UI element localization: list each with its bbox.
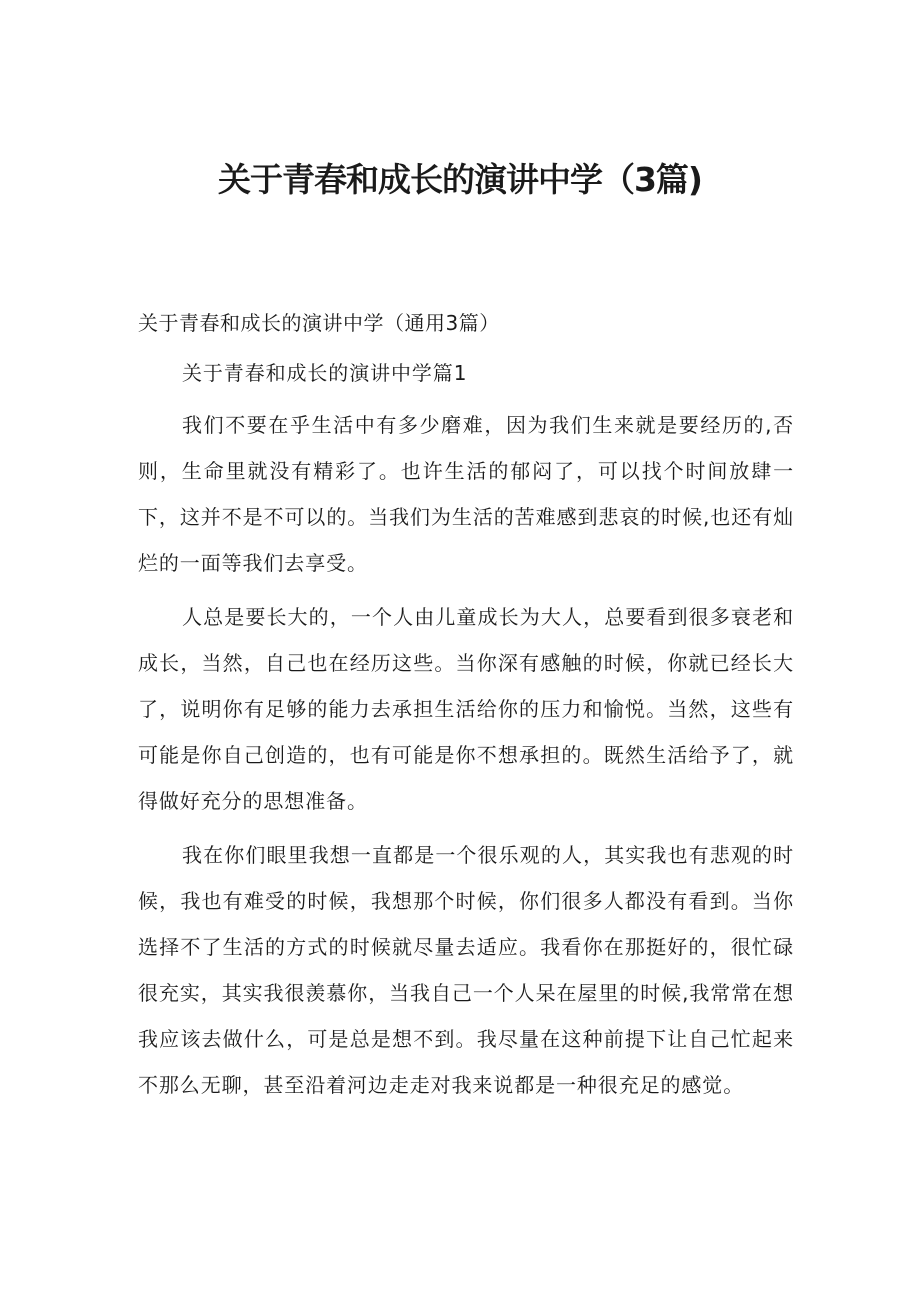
document-subtitle: 关于青春和成长的演讲中学（通用3篇） [138, 311, 500, 335]
section-heading: 关于青春和成长的演讲中学篇1 [182, 361, 468, 385]
paragraph-3: 我在你们眼里我想一直都是一个很乐观的人，其实我也有悲观的时候，我也有难受的时候，我想那个时候，你们很多人都没有看到。当你选择不了生活的方式的时候就尽量去适应。我看你在那挺好的，很忙碌很充实，其实我很羡慕你，当我自己一个人呆在屋里的时候,我常常在想我应该去做什么，可是总是想不到。我尽量在这种前提下让自己忙起来不那么无聊，甚至沿着河边走走对我来说都是一种很充足的感觉。 [138, 843, 794, 1097]
page-title: 关于青春和成长的演讲中学（3篇) [217, 160, 703, 199]
document-body [138, 300, 794, 1116]
paragraph-1: 我们不要在乎生活中有多少磨难，因为我们生来就是要经历的,否则，生命里就没有精彩了。也许生活的郁闷了，可以找个时间放肆一下，这并不是不可以的。当我们为生活的苦难感到悲哀的时候,也还有灿烂的一面等我们去享受。 [138, 413, 794, 575]
paragraph-2: 人总是要长大的，一个人由儿童成长为大人，总要看到很多衰老和成长，当然，自己也在经历这些。当你深有感触的时候，你就已经长大了，说明你有足够的能力去承担生活给你的压力和愉悦。当然，这些有可能是你自己创造的，也有可能是你不想承担的。既然生活给予了，就得做好充分的思想准备。 [138, 605, 794, 813]
